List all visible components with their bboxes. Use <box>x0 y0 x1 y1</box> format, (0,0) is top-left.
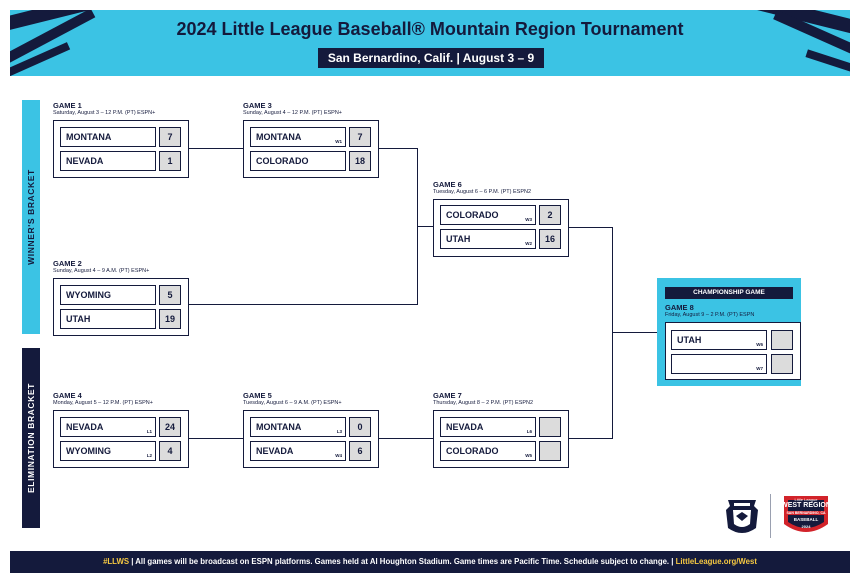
elimination-bracket-label: ELIMINATION BRACKET <box>22 348 40 528</box>
team-slot: NEVADA W4 <box>250 441 346 461</box>
team-slot: COLORADO <box>250 151 346 171</box>
footer-bar <box>10 551 850 573</box>
header-banner <box>10 10 850 76</box>
bracket-connector <box>378 438 433 439</box>
game-schedule: Sunday, August 4 – 9 A.M. (PT) ESPN+ <box>53 268 150 274</box>
game-label: GAME 7 <box>433 391 462 400</box>
game-schedule: Thursday, August 8 – 2 P.M. (PT) ESPN2 <box>433 400 534 406</box>
team-slot: WYOMING L2 <box>60 441 156 461</box>
bracket-connector <box>378 148 418 149</box>
score-box: 19 <box>159 309 181 329</box>
hashtag: #LLWS <box>103 557 130 566</box>
score-box <box>539 417 561 437</box>
game-schedule: Tuesday, August 6 – 6 P.M. (PT) ESPN2 <box>433 189 532 195</box>
west-region-logo <box>776 494 836 540</box>
brush-stroke-decoration <box>805 49 850 76</box>
team-slot: MONTANA L3 <box>250 417 346 437</box>
location-dates-badge: San Bernardino, Calif. | August 3 – 9 <box>318 48 544 68</box>
game-schedule: Sunday, August 4 – 12 P.M. (PT) ESPN+ <box>243 110 343 116</box>
team-slot: MONTANA <box>60 127 156 147</box>
footer-text: | All games will be broadcast on ESPN platforms. Games held at Al Houghton Stadium. Game times are Pacific Time. Schedule subject to change. | <box>129 557 676 566</box>
bracket-connector <box>612 332 657 333</box>
game-label: GAME 5 <box>243 391 272 400</box>
team-slot: MONTANA W1 <box>250 127 346 147</box>
game-label: GAME 4 <box>53 391 82 400</box>
team-slot: UTAH W6 <box>671 330 767 350</box>
score-box: 4 <box>159 441 181 461</box>
game-label: GAME 8 <box>665 303 694 312</box>
game-schedule: Friday, August 9 – 2 P.M. (PT) ESPN <box>665 312 755 318</box>
score-box <box>539 441 561 461</box>
bracket-connector <box>568 227 613 228</box>
team-slot: COLORADO W3 <box>440 205 536 225</box>
score-box: 1 <box>159 151 181 171</box>
team-slot: NEVADA L1 <box>60 417 156 437</box>
logo-text-line2: WEST REGION <box>781 502 831 509</box>
team-slot: NEVADA L6 <box>440 417 536 437</box>
logo-text-line4: BASEBALL <box>793 517 819 522</box>
bracket-connector <box>188 148 243 149</box>
bracket-connector <box>568 438 613 439</box>
website-link[interactable]: LittleLeague.org/West <box>675 557 757 566</box>
score-box: 0 <box>349 417 371 437</box>
score-box: 5 <box>159 285 181 305</box>
score-box: 7 <box>159 127 181 147</box>
page-title: 2024 Little League Baseball® Mountain Region Tournament <box>176 19 684 39</box>
team-slot: UTAH <box>60 309 156 329</box>
team-slot: COLORADO W5 <box>440 441 536 461</box>
score-box: 2 <box>539 205 561 225</box>
game-label: GAME 6 <box>433 180 462 189</box>
score-box: 16 <box>539 229 561 249</box>
game-label: GAME 2 <box>53 259 82 268</box>
logo-text-line3: SAN BERNARDINO, CA <box>786 511 826 515</box>
score-box: 6 <box>349 441 371 461</box>
little-league-keystone-logo <box>722 496 762 538</box>
score-box <box>771 330 793 350</box>
game-schedule: Tuesday, August 6 – 9 A.M. (PT) ESPN+ <box>243 400 342 406</box>
logo-text-line5: 2024 <box>801 524 811 529</box>
championship-banner: CHAMPIONSHIP GAME <box>665 287 793 299</box>
game-label: GAME 3 <box>243 101 272 110</box>
bracket-connector <box>188 438 243 439</box>
logo-text-line1: Little League <box>794 497 818 502</box>
score-box: 7 <box>349 127 371 147</box>
team-slot: W7 <box>671 354 767 374</box>
logo-divider <box>770 494 771 538</box>
bracket-connector <box>188 304 418 305</box>
score-box: 18 <box>349 151 371 171</box>
game-schedule: Saturday, August 3 – 12 P.M. (PT) ESPN+ <box>53 110 156 116</box>
score-box <box>771 354 793 374</box>
score-box: 24 <box>159 417 181 437</box>
game-schedule: Monday, August 5 – 12 P.M. (PT) ESPN+ <box>53 400 153 406</box>
winners-bracket-label: WINNER'S BRACKET <box>22 100 40 334</box>
bracket-connector <box>612 227 613 439</box>
team-slot: UTAH W2 <box>440 229 536 249</box>
bracket-connector <box>417 226 433 227</box>
team-slot: WYOMING <box>60 285 156 305</box>
game-label: GAME 1 <box>53 101 82 110</box>
team-slot: NEVADA <box>60 151 156 171</box>
